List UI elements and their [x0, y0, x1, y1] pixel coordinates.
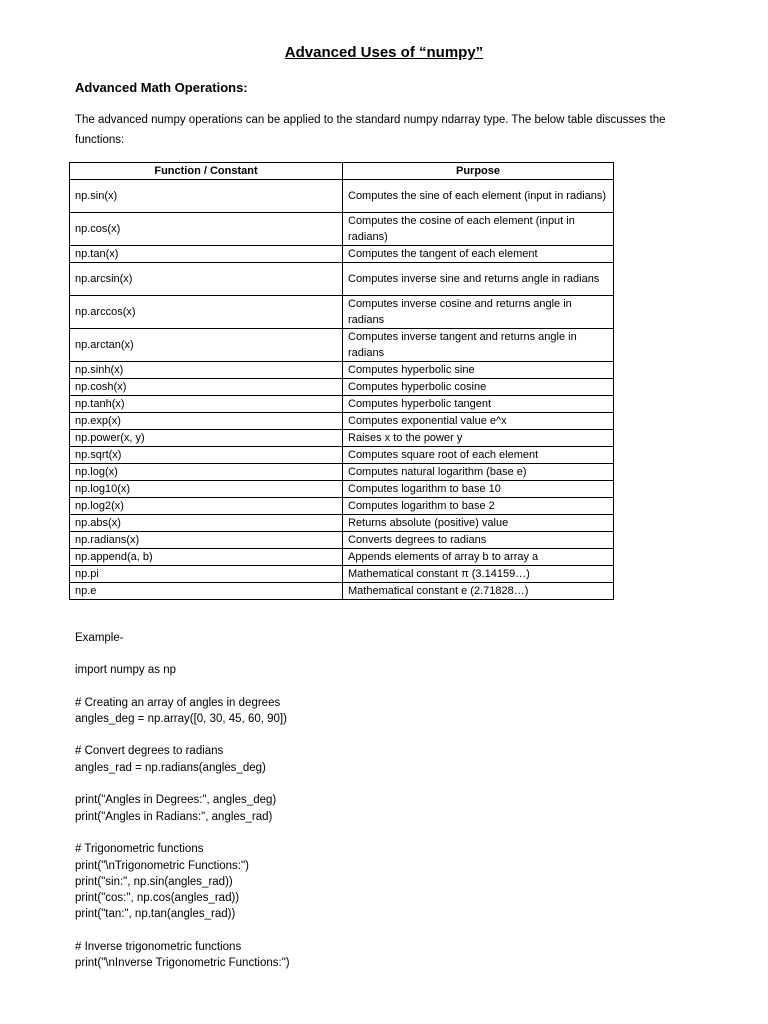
- table-row: [70, 180, 614, 213]
- functions-table: [69, 162, 614, 600]
- code-line: print("cos:", np.cos(angles_rad)): [75, 892, 240, 905]
- table-row: [70, 329, 614, 362]
- table-row: [70, 583, 614, 600]
- function-cell: np.log(x): [70, 464, 343, 481]
- intro-paragraph: The advanced numpy operations can be applied to the standard numpy ndarray type. The below table discusses the functions:: [75, 114, 666, 146]
- table-row: [70, 532, 614, 549]
- code-blank-line: [75, 923, 290, 939]
- function-cell: np.log2(x): [70, 498, 343, 515]
- function-cell: np.log10(x): [70, 481, 343, 498]
- purpose-cell: Mathematical constant e (2.71828…): [343, 583, 614, 600]
- table-header-row: [70, 163, 614, 180]
- table-body: [70, 180, 614, 600]
- function-cell: np.power(x, y): [70, 430, 343, 447]
- purpose-cell: Raises x to the power y: [343, 430, 614, 447]
- section-heading: Advanced Math Operations:: [75, 80, 248, 95]
- purpose-cell: Computes hyperbolic tangent: [343, 396, 614, 413]
- function-cell: np.sqrt(x): [70, 447, 343, 464]
- table-header-purpose: Purpose: [343, 163, 614, 180]
- function-cell: np.radians(x): [70, 532, 343, 549]
- purpose-cell: Computes the sine of each element (input in radians): [343, 180, 614, 213]
- table-row: [70, 413, 614, 430]
- table-row: [70, 498, 614, 515]
- function-cell: np.exp(x): [70, 413, 343, 430]
- table-row: [70, 396, 614, 413]
- code-line: # Trigonometric functions: [75, 843, 204, 856]
- document-title: Advanced Uses of “numpy”: [284, 44, 484, 61]
- function-cell: np.append(a, b): [70, 549, 343, 566]
- purpose-cell: Converts degrees to radians: [343, 532, 614, 549]
- purpose-cell: Computes inverse cosine and returns angle in radians: [343, 296, 614, 329]
- code-blank-line: [75, 727, 290, 743]
- purpose-cell: Computes inverse sine and returns angle in radians: [343, 263, 614, 296]
- table-row: [70, 379, 614, 396]
- purpose-cell: Computes exponential value e^x: [343, 413, 614, 430]
- example-label: Example-: [75, 632, 124, 644]
- function-cell: np.cosh(x): [70, 379, 343, 396]
- function-cell: np.cos(x): [70, 213, 343, 246]
- code-line: print("\nTrigonometric Functions:"): [75, 859, 249, 872]
- table-row: [70, 566, 614, 583]
- code-line: angles_rad = np.radians(angles_deg): [75, 761, 266, 774]
- table-row: [70, 515, 614, 532]
- code-example: [75, 662, 290, 972]
- code-line: import numpy as np: [75, 664, 176, 676]
- purpose-cell: Returns absolute (positive) value: [343, 515, 614, 532]
- table-row: [70, 430, 614, 447]
- purpose-cell: Computes the cosine of each element (input in radians): [343, 213, 614, 246]
- purpose-cell: Mathematical constant π (3.14159…): [343, 566, 614, 583]
- code-blank-line: [75, 776, 290, 792]
- table-row: [70, 246, 614, 263]
- code-line: print("tan:", np.tan(angles_rad)): [75, 908, 236, 921]
- table-row: [70, 481, 614, 498]
- table-row: [70, 549, 614, 566]
- purpose-cell: Computes natural logarithm (base e): [343, 464, 614, 481]
- table-row: [70, 263, 614, 296]
- function-cell: np.abs(x): [70, 515, 343, 532]
- function-cell: np.pi: [70, 566, 343, 583]
- purpose-cell: Computes hyperbolic sine: [343, 362, 614, 379]
- function-cell: np.e: [70, 583, 343, 600]
- table-row: [70, 362, 614, 379]
- purpose-cell: Computes inverse tangent and returns angle in radians: [343, 329, 614, 362]
- code-line: print("Angles in Radians:", angles_rad): [75, 810, 273, 823]
- table-header-function: Function / Constant: [70, 163, 343, 180]
- code-line: # Inverse trigonometric functions: [75, 941, 242, 954]
- table-row: [70, 213, 614, 246]
- code-line: # Convert degrees to radians: [75, 745, 224, 758]
- table-row: [70, 464, 614, 481]
- purpose-cell: Computes logarithm to base 10: [343, 481, 614, 498]
- function-cell: np.arccos(x): [70, 296, 343, 329]
- code-line: print("sin:", np.sin(angles_rad)): [75, 875, 233, 888]
- code-blank-line: [75, 825, 290, 841]
- purpose-cell: Computes the tangent of each element: [343, 246, 614, 263]
- function-cell: np.arcsin(x): [70, 263, 343, 296]
- code-blank-line: [75, 678, 290, 694]
- function-cell: np.tanh(x): [70, 396, 343, 413]
- function-cell: np.sinh(x): [70, 362, 343, 379]
- code-line: print("\nInverse Trigonometric Functions:"): [75, 957, 290, 970]
- purpose-cell: Computes logarithm to base 2: [343, 498, 614, 515]
- purpose-cell: Appends elements of array b to array a: [343, 549, 614, 566]
- function-cell: np.sin(x): [70, 180, 343, 213]
- purpose-cell: Computes hyperbolic cosine: [343, 379, 614, 396]
- table-row: [70, 447, 614, 464]
- code-line: angles_deg = np.array([0, 30, 45, 60, 90]): [75, 712, 287, 725]
- purpose-cell: Computes square root of each element: [343, 447, 614, 464]
- table-row: [70, 296, 614, 329]
- function-cell: np.arctan(x): [70, 329, 343, 362]
- function-cell: np.tan(x): [70, 246, 343, 263]
- code-line: # Creating an array of angles in degrees: [75, 696, 281, 709]
- code-line: print("Angles in Degrees:", angles_deg): [75, 794, 277, 807]
